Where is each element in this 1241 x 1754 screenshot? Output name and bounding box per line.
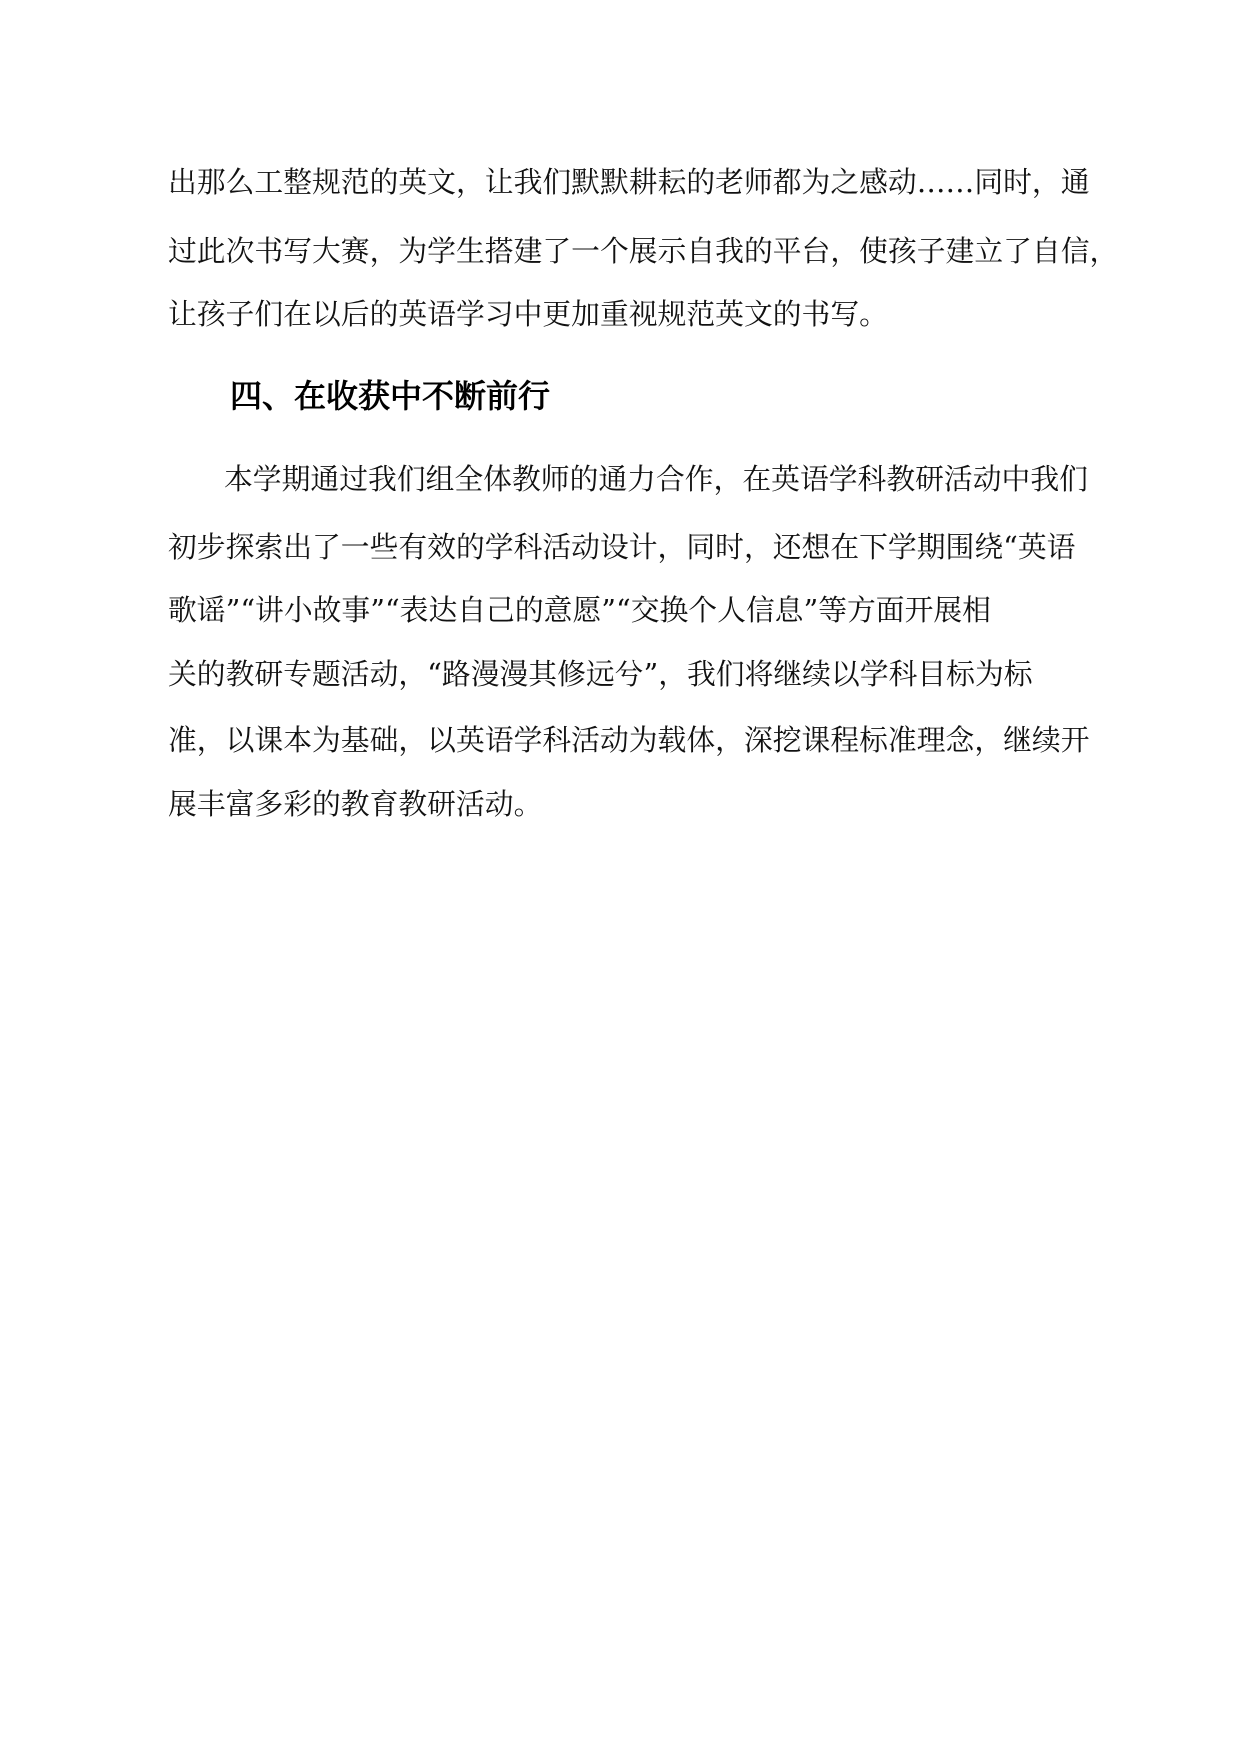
paragraph-line: 展丰富多彩的教育教研活动。	[168, 787, 543, 821]
paragraph-line: 初步探索出了一些有效的学科活动设计，同时，还想在下学期围绕“英语	[168, 530, 1076, 564]
section-heading: 四、在收获中不断前行	[230, 377, 551, 415]
paragraph-line: 过此次书写大赛，为学生搭建了一个展示自我的平台，使孩子建立了自信，	[168, 234, 1119, 268]
paragraph-line: 本学期通过我们组全体教师的通力合作，在英语学科教研活动中我们	[224, 462, 1088, 496]
paragraph-line: 出那么工整规范的英文，让我们默默耕耘的老师都为之感动……同时，通	[168, 165, 1090, 199]
paragraph-line: 准，以课本为基础，以英语学科活动为载体，深挖课程标准理念，继续开	[168, 723, 1090, 757]
paragraph-line: 歌谣”“讲小故事”“表达自己的意愿”“交换个人信息”等方面开展相	[168, 593, 991, 627]
paragraph-line: 关的教研专题活动，“路漫漫其修远兮”，我们将继续以学科目标为标	[168, 657, 1033, 691]
paragraph-line: 让孩子们在以后的英语学习中更加重视规范英文的书写。	[168, 297, 888, 331]
